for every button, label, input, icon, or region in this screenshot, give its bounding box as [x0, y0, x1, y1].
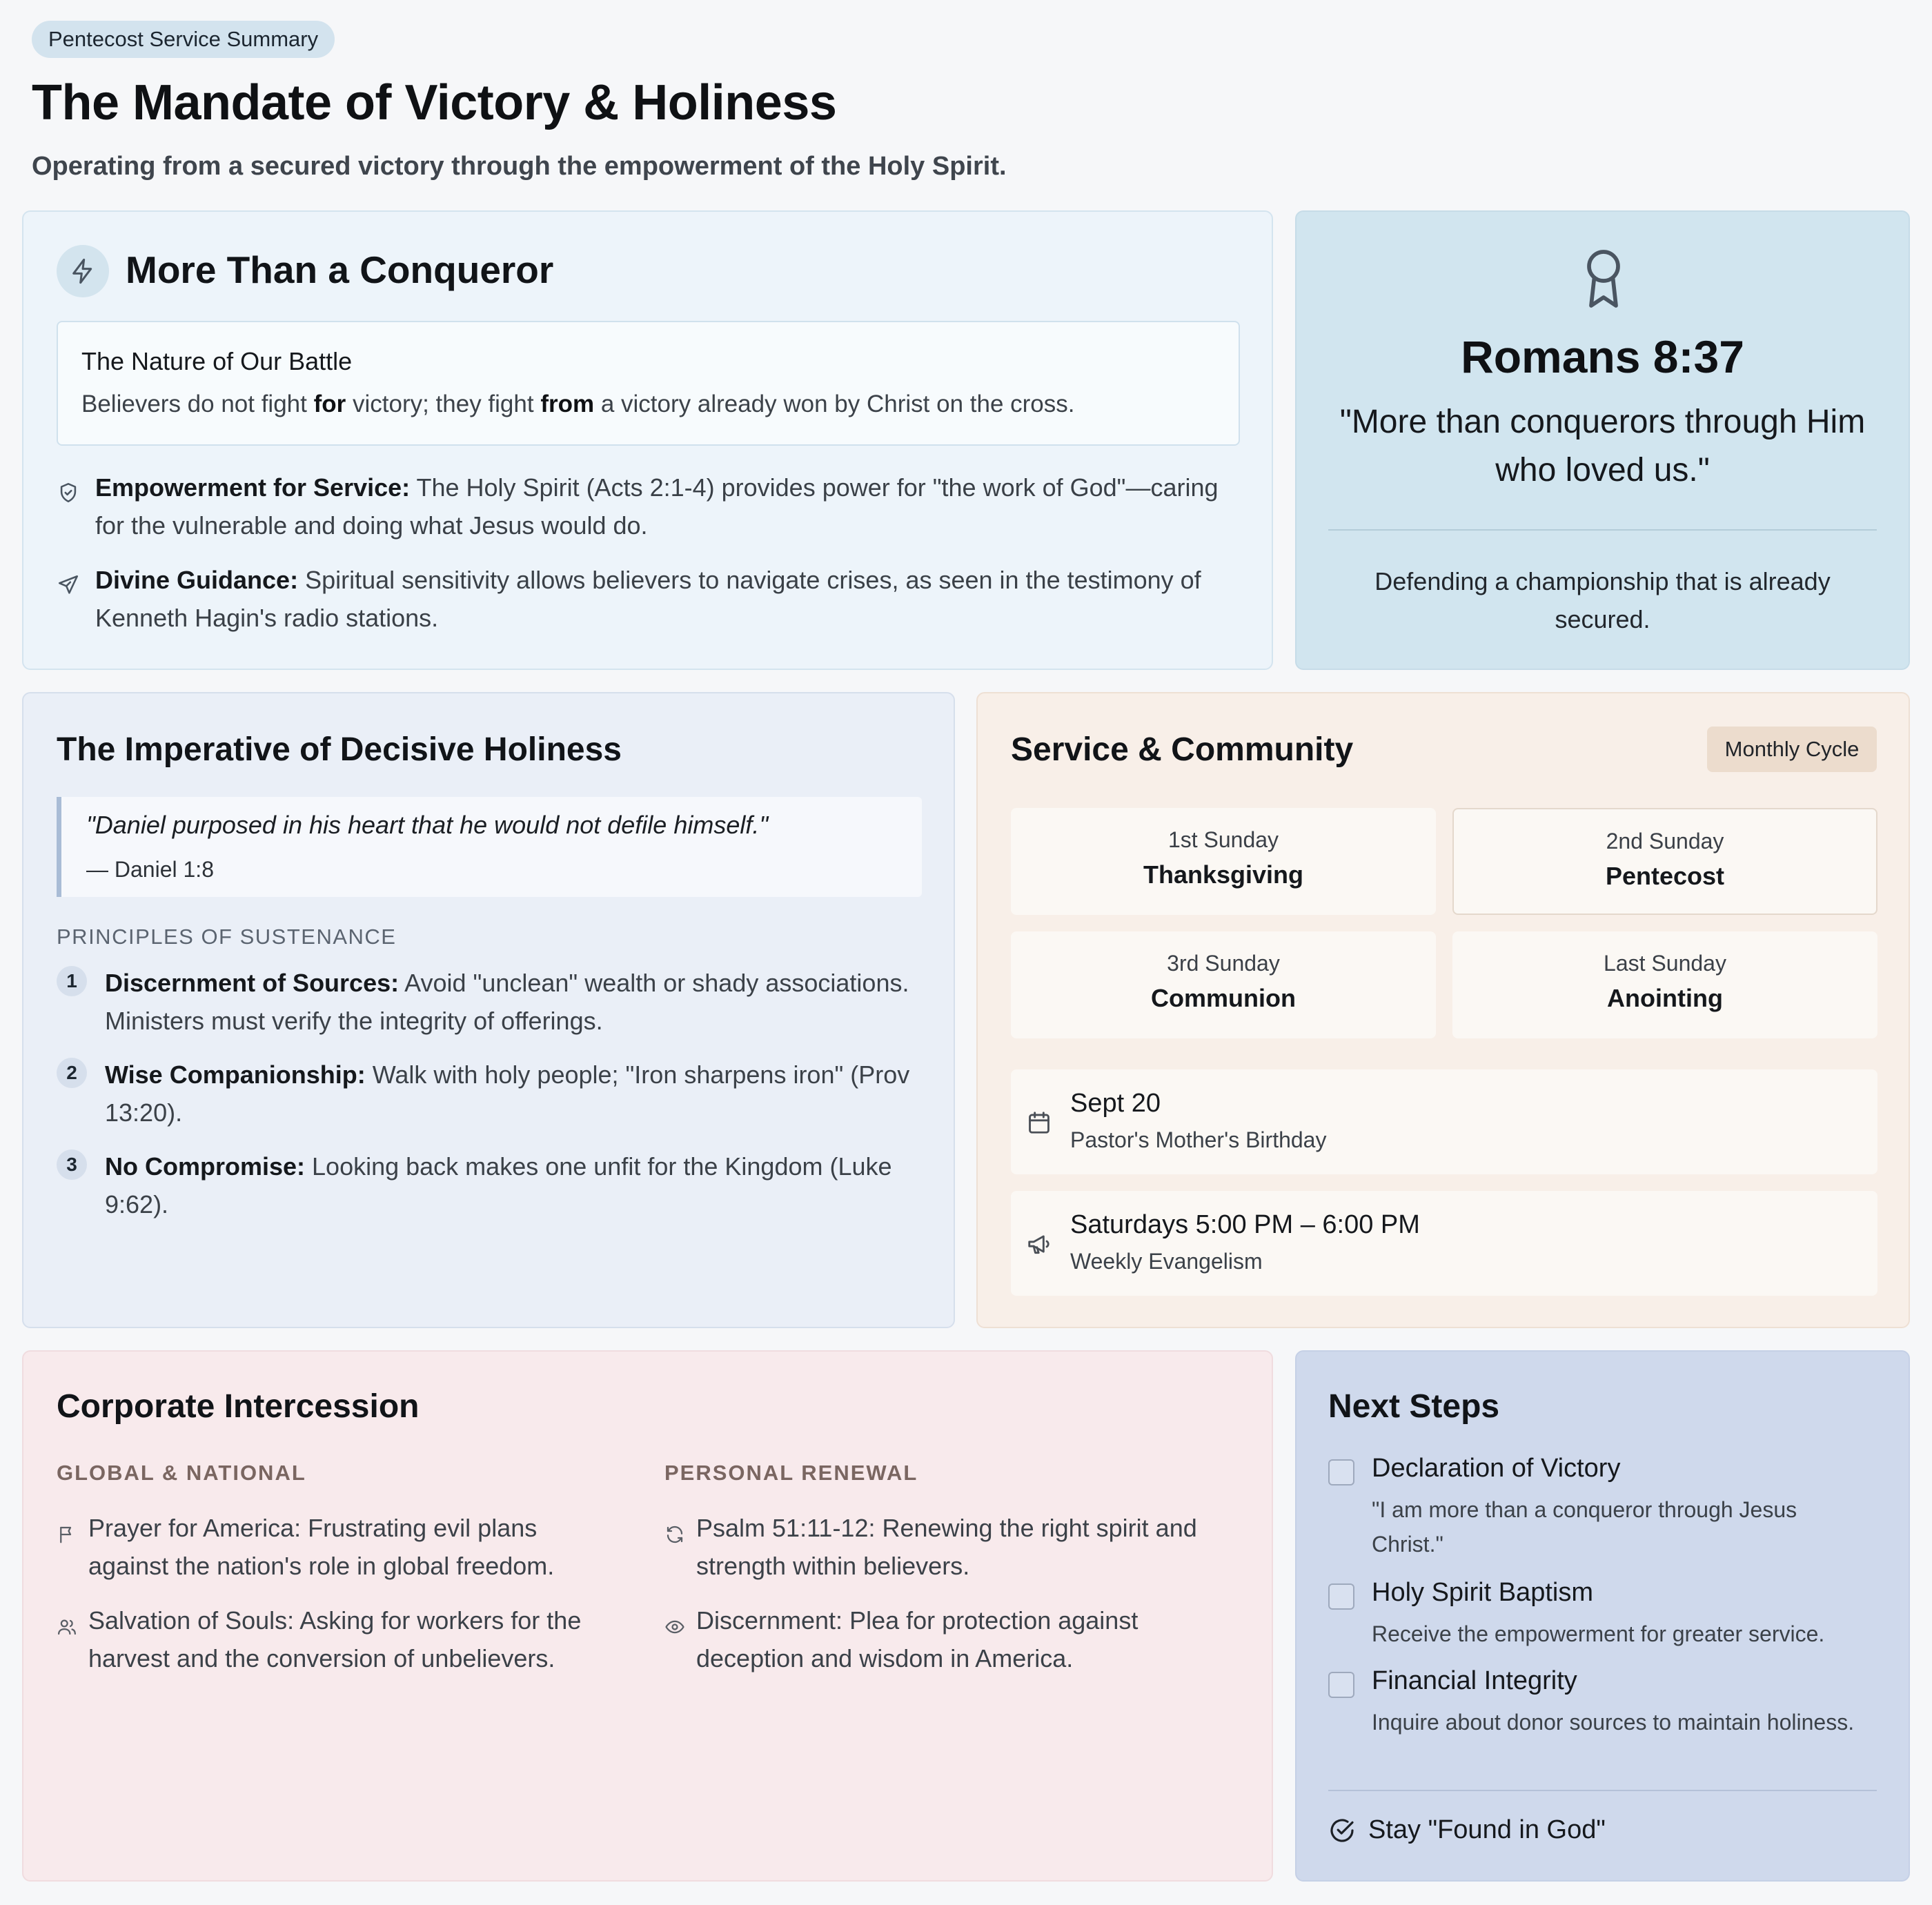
quote-citation: — Daniel 1:8 [86, 857, 214, 882]
prayer-text: Salvation of Souls: Asking for workers for the harvest and the conversion of unbelievers. [88, 1606, 582, 1672]
battle-box [57, 321, 1240, 446]
sunday-tile [1452, 931, 1877, 1038]
prayer-text: Psalm 51:11-12: Renewing the right spirit and strength within believers. [696, 1514, 1197, 1580]
community-card [976, 692, 1910, 1328]
step-checkbox[interactable] [1328, 1672, 1354, 1698]
battle-title: The Nature of Our Battle [81, 347, 353, 375]
sunday-week: 2nd Sunday [1606, 829, 1724, 853]
sunday-tile [1011, 931, 1436, 1038]
event-evangelism [1011, 1191, 1877, 1296]
page-title: The Mandate of Victory & Holiness [32, 75, 837, 130]
conqueror-title: More Than a Conqueror [126, 248, 554, 291]
personal-label: PERSONAL RENEWAL [664, 1461, 918, 1485]
prayer-text: Prayer for America: Frustrating evil plans against the nation's role in global freedom. [88, 1514, 555, 1580]
sunday-name: Communion [1151, 984, 1296, 1012]
lightning-icon [57, 245, 109, 297]
prayer-item [57, 1509, 622, 1585]
award-ribbon-icon [1579, 245, 1628, 316]
refresh-icon [664, 1509, 696, 1555]
global-label: GLOBAL & NATIONAL [57, 1461, 306, 1485]
holiness-title: The Imperative of Decisive Holiness [57, 731, 622, 768]
guidance-bullet: Divine Guidance: Spiritual sensitivity allows believers to navigate crises, as seen in the testimony of Kenneth Hagin's radio stations. [57, 561, 1243, 637]
principles-label: PRINCIPLES OF SUSTENANCE [57, 925, 397, 949]
intercession-title: Corporate Intercession [57, 1388, 420, 1425]
prayer-text: Discernment: Plea for protection against deception and wisdom in America. [696, 1606, 1138, 1672]
stay-found-note [1328, 1815, 1606, 1845]
flag-icon [57, 1509, 88, 1555]
divider [1328, 529, 1877, 531]
verse-quote: "More than conquerors through Him who loved us." [1339, 404, 1866, 488]
step-title: Financial Integrity [1372, 1666, 1577, 1695]
principle-item: 1 Discernment of Sources: Avoid "unclean" wealth or shady associations. Ministers must verify the integrity of offerings. [57, 964, 947, 1040]
next-steps-card [1295, 1350, 1910, 1882]
prayer-item [664, 1509, 1230, 1585]
battle-text: Believers do not fight for victory; they fight from a victory already won by Christ on the cross. [81, 391, 1075, 417]
event-subtitle: Pastor's Mother's Birthday [1070, 1127, 1327, 1152]
daniel-quote [57, 797, 922, 897]
quote-text: "Daniel purposed in his heart that he would not defile himself." [86, 811, 769, 839]
megaphone-icon [1026, 1231, 1052, 1261]
sunday-name: Pentecost [1605, 862, 1725, 890]
step-checkbox[interactable] [1328, 1459, 1354, 1485]
sunday-week: 1st Sunday [1167, 827, 1279, 852]
eye-icon [664, 1601, 696, 1648]
event-subtitle: Weekly Evangelism [1070, 1249, 1263, 1274]
stay-found-text: Stay "Found in God" [1368, 1815, 1606, 1844]
community-title: Service & Community [1011, 731, 1354, 768]
monthly-cycle-badge: Monthly Cycle [1707, 727, 1877, 772]
principle-number: 1 [57, 966, 87, 996]
step-desc: Receive the empowerment for greater service. [1372, 1621, 1825, 1646]
sunday-tile [1011, 808, 1436, 915]
shield-icon [57, 468, 95, 515]
sunday-tile [1452, 808, 1877, 915]
sunday-name: Thanksgiving [1143, 860, 1304, 889]
intercession-card [22, 1350, 1273, 1882]
conqueror-card [22, 210, 1273, 670]
principle-number: 3 [57, 1149, 87, 1180]
users-icon [57, 1601, 88, 1648]
event-title: Sept 20 [1070, 1089, 1161, 1118]
event-title: Saturdays 5:00 PM – 6:00 PM [1070, 1210, 1420, 1239]
check-circle-icon [1328, 1817, 1356, 1844]
step-desc: Inquire about donor sources to maintain holiness. [1372, 1710, 1855, 1735]
principle-number: 2 [57, 1058, 87, 1088]
divider [1328, 1790, 1877, 1791]
next-steps-title: Next Steps [1328, 1388, 1500, 1425]
send-icon [57, 561, 95, 607]
service-summary-badge: Pentecost Service Summary [32, 21, 335, 58]
step-checkbox[interactable] [1328, 1583, 1354, 1610]
verse-footer: Defending a championship that is already secured. [1374, 567, 1831, 633]
prayer-item [664, 1601, 1230, 1677]
sunday-week: 3rd Sunday [1167, 951, 1280, 976]
principle-item: 3 No Compromise: Looking back makes one unfit for the Kingdom (Luke 9:62). [57, 1147, 947, 1223]
principle-item: 2 Wise Companionship: Walk with holy people; "Iron sharpens iron" (Prov 13:20). [57, 1056, 947, 1132]
calendar-icon [1026, 1109, 1052, 1139]
sunday-name: Anointing [1607, 984, 1723, 1012]
verse-card [1295, 210, 1910, 670]
empowerment-bullet: Empowerment for Service: The Holy Spirit (Acts 2:1-4) provides power for "the work of God"—caring for the vulnerable and doing what Jesus would do. [57, 468, 1243, 544]
event-birthday [1011, 1069, 1877, 1174]
step-title: Holy Spirit Baptism [1372, 1578, 1593, 1607]
verse-reference: Romans 8:37 [1461, 331, 1744, 382]
step-title: Declaration of Victory [1372, 1454, 1621, 1483]
page-subtitle: Operating from a secured victory through the empowerment of the Holy Spirit. [32, 152, 1007, 181]
holiness-card [22, 692, 955, 1328]
sunday-week: Last Sunday [1604, 951, 1726, 976]
prayer-item [57, 1601, 622, 1677]
step-desc: "I am more than a conqueror through Jesus Christ." [1372, 1497, 1797, 1557]
